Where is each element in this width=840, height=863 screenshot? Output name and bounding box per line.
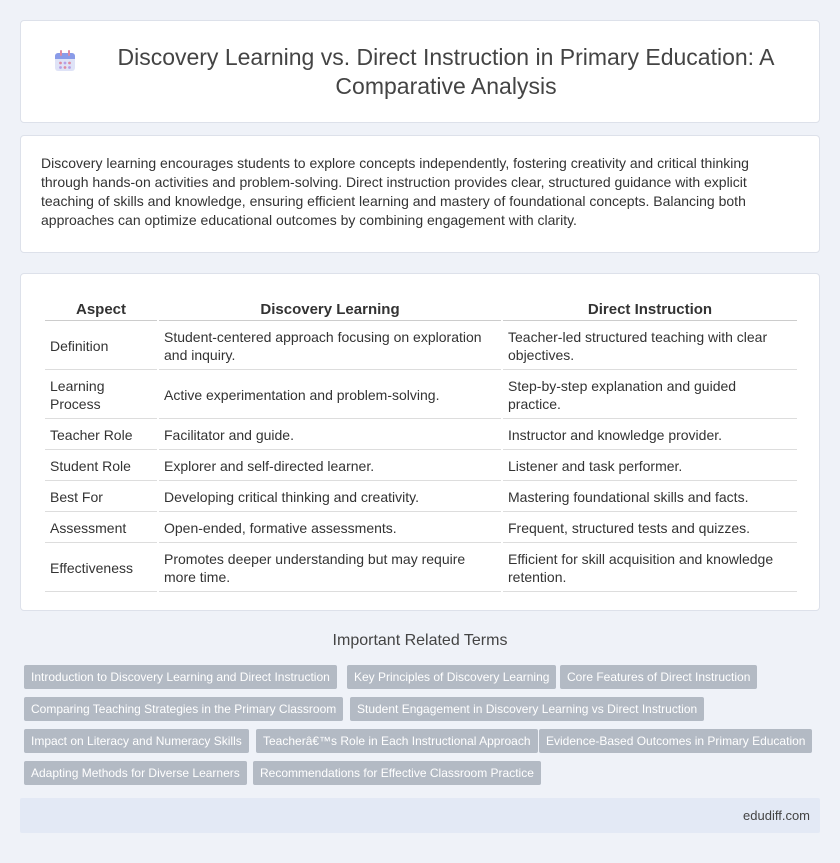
related-term-tag[interactable]: Evidence-Based Outcomes in Primary Education (539, 729, 812, 753)
related-term-tag[interactable]: Core Features of Direct Instruction (560, 665, 757, 689)
table-cell: Best For (45, 483, 157, 512)
table-cell: Step-by-step explanation and guided practice. (503, 372, 797, 419)
table-cell: Teacher Role (45, 421, 157, 450)
summary-text: Discovery learning encourages students to explore concepts independently, fostering creativity and critical thinking through hands-on activities and problem-solving. Direct instruction provides clear, structured guidance with explicit teaching of skills and knowledge, ensuring efficient learning and mastery of foundational concepts. Balancing both approaches can optimize educational outcomes by combining engagement with clarity. (41, 155, 749, 228)
table-cell: Effectiveness (45, 545, 157, 592)
comparison-table (43, 296, 799, 594)
header-card (20, 20, 820, 123)
table-cell: Efficient for skill acquisition and knowledge retention. (503, 545, 797, 592)
page-title: Discovery Learning vs. Direct Instruction in Primary Education: A Comparative Analysis (117, 43, 775, 99)
table-cell: Teacher-led structured teaching with clear objectives. (503, 323, 797, 370)
table-cell: Developing critical thinking and creativity. (159, 483, 501, 512)
table-cell: Definition (45, 323, 157, 370)
comparison-table-card (20, 273, 820, 611)
related-term-tag[interactable]: Adapting Methods for Diverse Learners (24, 761, 247, 785)
table-cell: Student Role (45, 452, 157, 481)
table-cell: Assessment (45, 514, 157, 543)
table-cell: Active experimentation and problem-solving. (159, 372, 501, 419)
footer-site-link[interactable]: edudiff.com (743, 808, 810, 823)
related-term-tag[interactable]: Teacherâ€™s Role in Each Instructional Approach (256, 729, 538, 753)
table-row (45, 545, 797, 592)
table-cell: Open-ended, formative assessments. (159, 514, 501, 543)
table-header-direct: Direct Instruction (503, 298, 797, 321)
table-header-aspect: Aspect (45, 298, 157, 321)
table-row (45, 452, 797, 481)
table-row (45, 372, 797, 419)
table-cell: Facilitator and guide. (159, 421, 501, 450)
table-cell: Mastering foundational skills and facts. (503, 483, 797, 512)
related-term-tag[interactable]: Introduction to Discovery Learning and Direct Instruction (24, 665, 337, 689)
summary-card (20, 135, 820, 253)
table-row (45, 421, 797, 450)
table-cell: Listener and task performer. (503, 452, 797, 481)
table-cell: Instructor and knowledge provider. (503, 421, 797, 450)
table-row (45, 483, 797, 512)
table-cell: Explorer and self-directed learner. (159, 452, 501, 481)
table-cell: Learning Process (45, 372, 157, 419)
table-header-discovery: Discovery Learning (159, 298, 501, 321)
related-term-tag[interactable]: Key Principles of Discovery Learning (347, 665, 556, 689)
calendar-icon (51, 47, 79, 75)
related-term-tag[interactable]: Recommendations for Effective Classroom Practice (253, 761, 541, 785)
table-cell: Promotes deeper understanding but may require more time. (159, 545, 501, 592)
related-terms-title: Important Related Terms (332, 632, 508, 649)
related-term-tag[interactable]: Comparing Teaching Strategies in the Primary Classroom (24, 697, 343, 721)
footer (20, 798, 820, 833)
table-cell: Frequent, structured tests and quizzes. (503, 514, 797, 543)
table-cell: Student-centered approach focusing on exploration and inquiry. (159, 323, 501, 370)
related-term-tag[interactable]: Impact on Literacy and Numeracy Skills (24, 729, 249, 753)
table-row (45, 323, 797, 370)
related-term-tag[interactable]: Student Engagement in Discovery Learning vs Direct Instruction (350, 697, 704, 721)
table-row (45, 514, 797, 543)
